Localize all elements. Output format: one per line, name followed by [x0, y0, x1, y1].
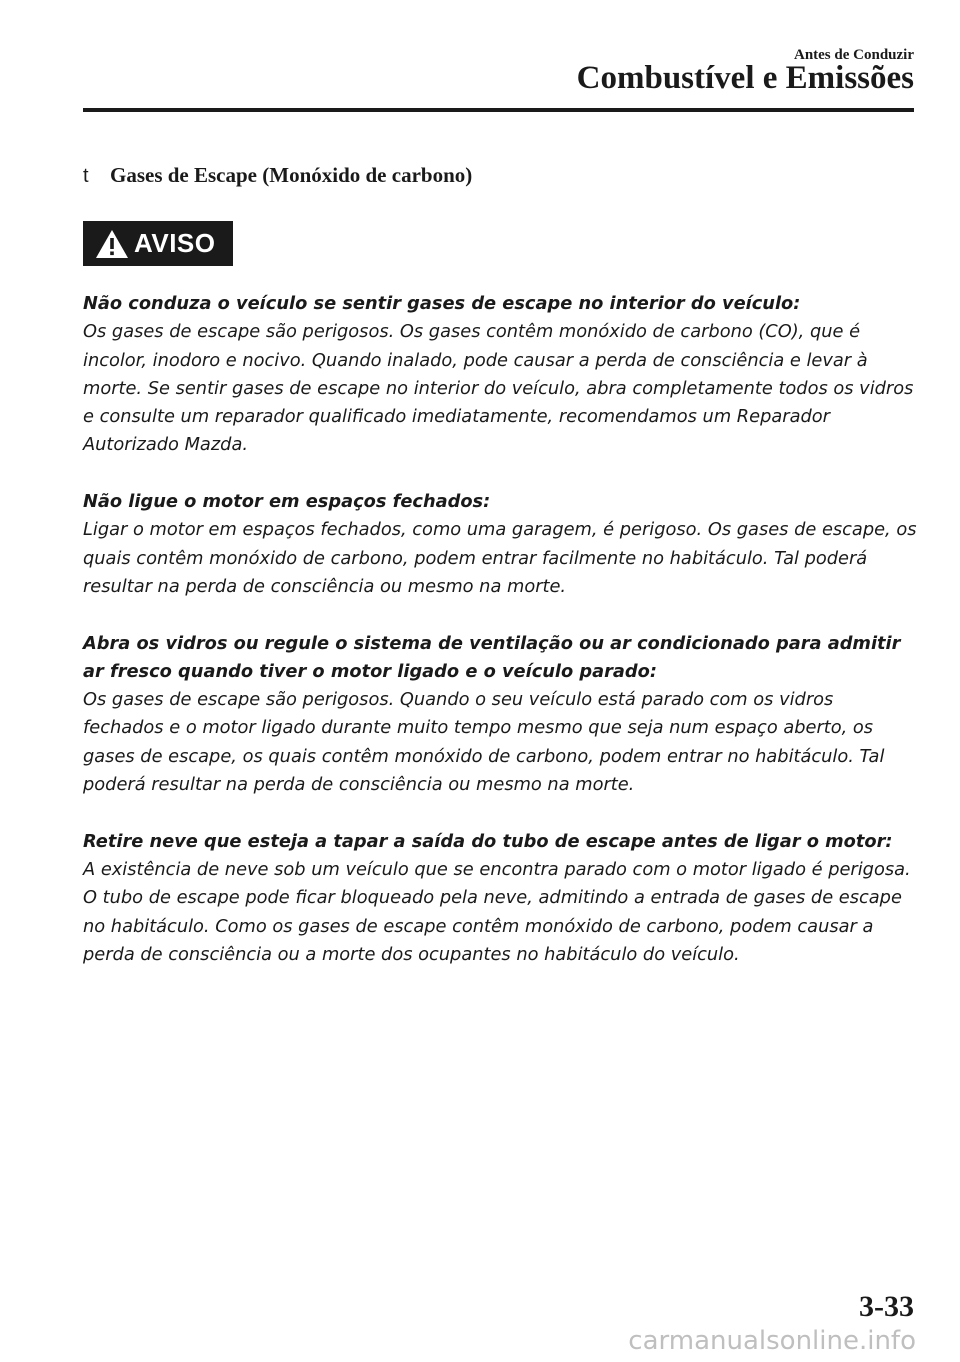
warning-text: A existência de neve sob um veículo que se encontra parado com o motor ligado é perigosa. O tubo de escape pode ficar bloqueado pela neve, admitindo a entrada de gases de escape no habitáculo. Como os gases de escape contêm monóxido de carbono, podem causar a perda de consciência ou a morte dos ocupantes no habitáculo do veículo. [83, 858, 911, 965]
warning-block [83, 290, 917, 460]
warning-title: Não ligue o motor em espaços fechados: [83, 491, 491, 513]
warning-triangle-icon [95, 229, 129, 259]
warning-title: Abra os vidros ou regule o sistema de ventilação ou ar condicionado para admitir ar fresco quando tiver o motor ligado e o veículo parado: [83, 632, 901, 682]
chapter-label: Antes de Conduzir [793, 47, 914, 63]
sub-heading-title: Gases de Escape (Monóxido de carbono) [110, 163, 473, 187]
sub-heading [83, 163, 472, 188]
page-number: 3-33 [859, 1290, 914, 1323]
watermark: carmanualsonline.info [628, 1326, 916, 1356]
warning-text: Os gases de escape são perigosos. Quando o seu veículo está parado com os vidros fechados e o motor ligado durante muito tempo mesmo que seja num espaço aberto, os gases de escape, os quais contêm monóxido de carbono, podem entrar no habitáculo. Tal poderá resultar na perda de consciência ou mesmo na morte. [83, 689, 885, 796]
bullet-marker: t [83, 165, 89, 187]
warning-text: Os gases de escape são perigosos. Os gases contêm monóxido de carbono (CO), que é incolor, inodoro e nocivo. Quando inalado, pode causar a perda de consciência e levar à morte. Se sentir gases de escape no interior do veículo, abra completamente todos os vidros e consulte um reparador qualificado imediatamente, recomendamos um Reparador Autorizado Mazda. [83, 321, 914, 456]
warning-block [83, 488, 917, 601]
warning-text: Ligar o motor em espaços fechados, como uma garagem, é perigoso. Os gases de escape, os quais contêm monóxido de carbono, podem entrar facilmente no habitáculo. Tal poderá resultar na perda de consciência ou mesmo na morte. [83, 519, 917, 597]
warning-title: Não conduza o veículo se sentir gases de escape no interior do veículo: [83, 293, 801, 314]
warning-list [83, 290, 917, 997]
warning-label: AVISO [134, 228, 216, 258]
warning-block [83, 828, 917, 969]
header-rule [83, 108, 914, 112]
warning-badge [83, 221, 233, 266]
warning-block [83, 630, 917, 800]
section-title: Combustível e Emissões [576, 60, 914, 96]
warning-title: Retire neve que esteja a tapar a saída do tubo de escape antes de ligar o motor: [83, 830, 893, 852]
